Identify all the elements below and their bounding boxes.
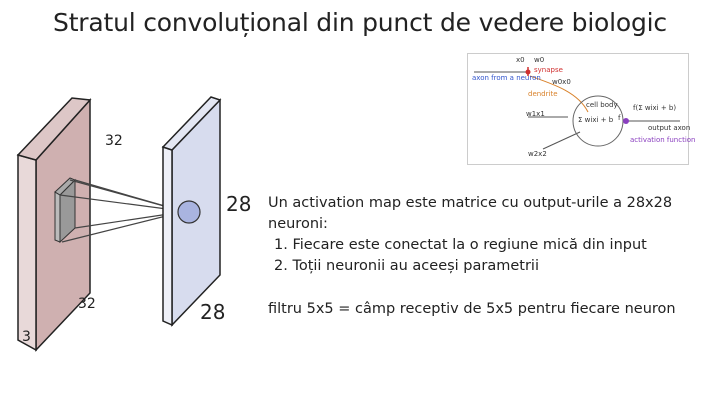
input-height-label: 32 [78,296,96,312]
neuron-figure [467,53,696,165]
neuron-activation-function: activation function [630,136,696,144]
page-title: Stratul convoluțional din punct de vedere biologic [53,8,667,37]
input-width-label: 32 [105,133,123,149]
neuron-w2x2: w2x2 [528,150,547,158]
input-volume [18,98,90,350]
description-item2: 2. Toții neuronii au aceeși parametrii [274,258,539,274]
output-width-label: 28 [226,192,252,216]
neuron-sum-formula: Σ wixi + b [578,116,614,124]
neuron-w0x0: w0x0 [552,78,571,86]
neuron-output-axon: output axon [648,124,691,132]
description-line1: Un activation map este matrice cu output-urile a 28x28 [268,195,673,211]
neuron-circle [178,201,200,223]
neuron-dendrite: dendrite [528,90,558,98]
filter-note: filtru 5x5 = câmp receptiv de 5x5 pentru fiecare neuron [268,301,676,317]
neuron-f-label: f [618,114,621,122]
description-line2: neuroni: [268,216,328,232]
input-depth-label: 3 [22,329,31,345]
neuron-synapse: synapse [534,66,563,74]
description-item1: 1. Fiecare este conectat la o regiune mică din input [274,237,647,253]
neuron-axon-from: axon from a neuron [472,74,541,82]
neuron-w0: w0 [534,56,545,64]
neuron-w1x1: w1x1 [526,110,545,118]
neuron-output-formula: f(Σ wixi + b) [633,104,677,112]
neuron-cell-body: cell body [586,101,618,109]
output-height-label: 28 [200,300,226,324]
neuron-x0: x0 [516,56,525,64]
